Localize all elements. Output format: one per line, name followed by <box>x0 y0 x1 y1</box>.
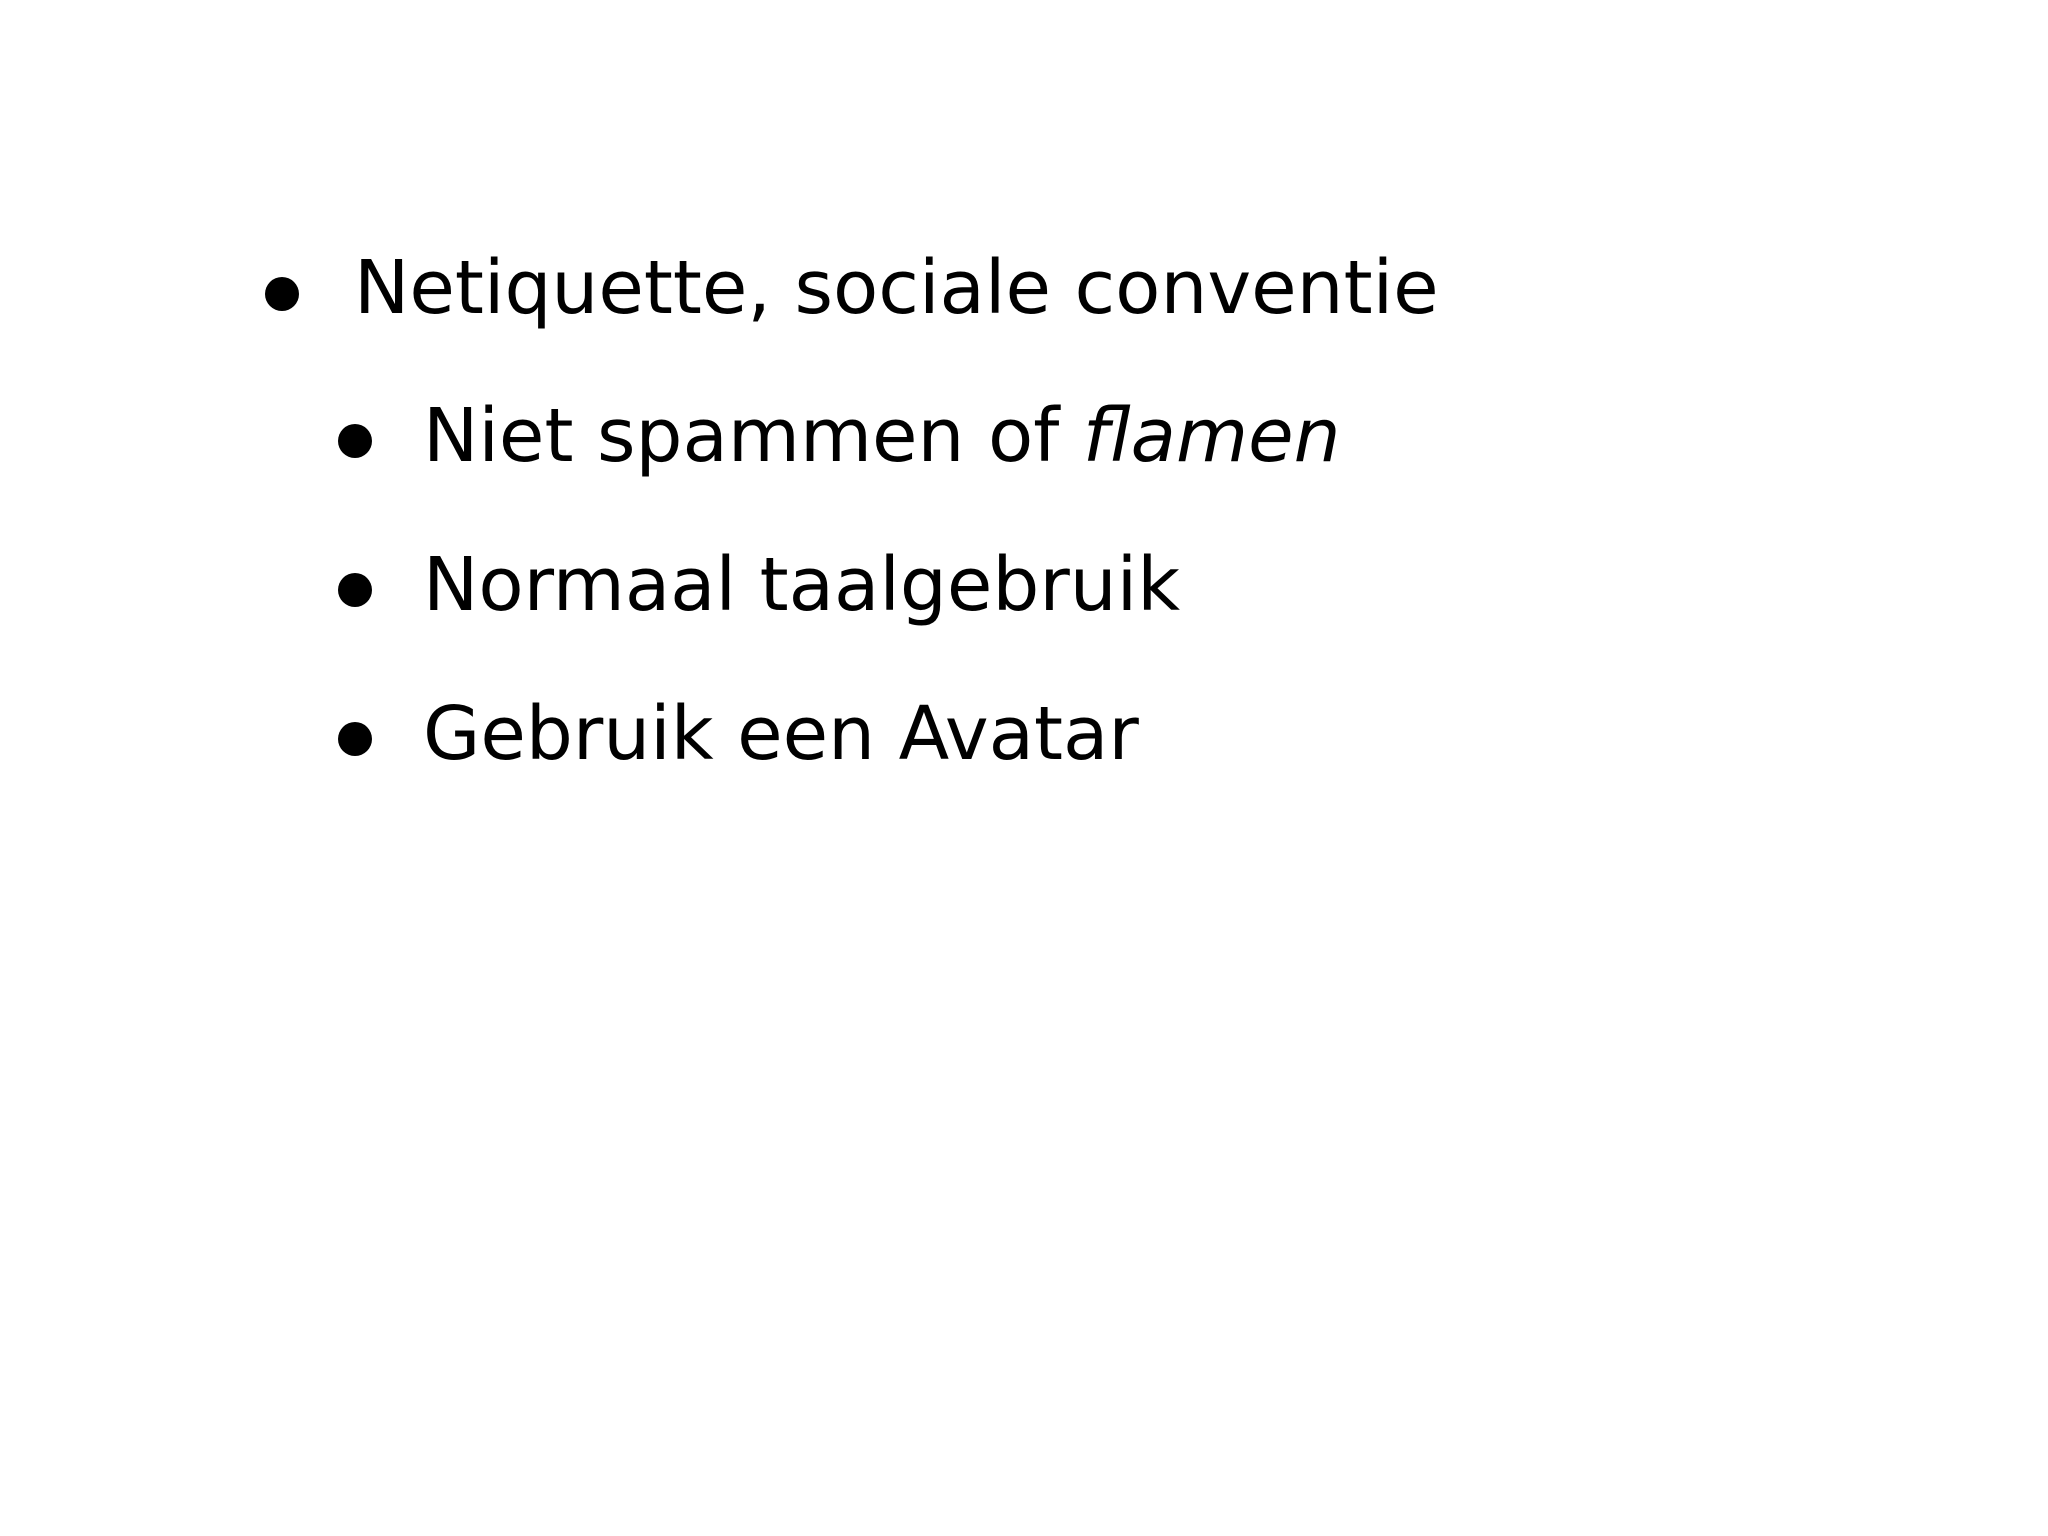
bullet-icon <box>338 424 372 458</box>
bullet-icon <box>338 722 372 756</box>
bullet-item-netiquette <box>265 245 1439 331</box>
bullet-icon <box>338 573 372 607</box>
bullet-text-emphasis: flamen <box>1082 393 1341 479</box>
sub-bullet-item-language <box>338 542 1439 628</box>
bullet-text: Netiquette, sociale conventie <box>354 245 1439 331</box>
bullet-list <box>265 245 1439 840</box>
sub-bullet-item-avatar <box>338 691 1439 777</box>
bullet-text-prefix: Niet spammen of <box>423 393 1083 479</box>
bullet-text: Gebruik een Avatar <box>423 691 1139 777</box>
sub-bullet-item-spam <box>338 393 1439 479</box>
bullet-icon <box>265 277 299 311</box>
bullet-text: Normaal taalgebruik <box>423 542 1181 628</box>
